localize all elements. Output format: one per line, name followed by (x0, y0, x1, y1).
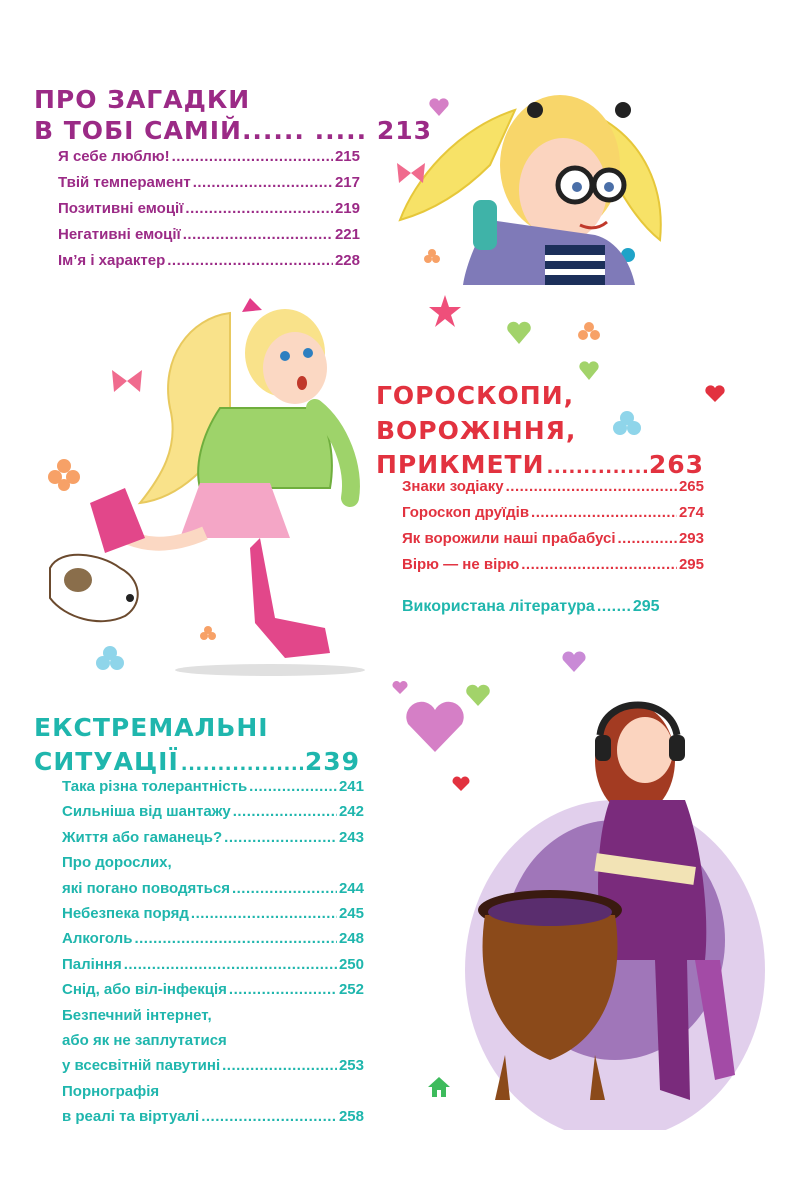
toc-entry-page: 217 (334, 174, 360, 191)
toc-entry-label: Твій темперамент (58, 174, 191, 191)
section1-title-text: В ТОБІ САМІЙ (34, 116, 242, 145)
toc-entry-label: Я себе люблю! (58, 148, 170, 165)
toc-entry-line[interactable] (62, 1083, 364, 1108)
toc-entry[interactable] (402, 556, 704, 582)
clover-icon (95, 645, 125, 675)
heart-icon (562, 651, 586, 673)
toc-entry-label: Снід, або віл-інфекція (62, 981, 227, 999)
flower-icon (48, 459, 80, 491)
literature-label: Використана література (402, 598, 595, 615)
heart-icon (392, 680, 408, 695)
toc-entry-label: Життя або гаманець? (62, 828, 223, 846)
toc-entry-page: 245 (338, 904, 364, 922)
heart-icon (452, 776, 470, 792)
toc-entry-label: Ім’я і характер (58, 252, 166, 269)
toc-entry-label: які погано поводяться (62, 879, 230, 897)
section3-title-line2 (34, 746, 360, 781)
toc-entry-label: Негативні емоції (58, 226, 181, 243)
toc-entry[interactable] (62, 778, 364, 803)
toc-entry[interactable] (62, 1108, 364, 1133)
toc-entry-label: Вірю — не вірю (402, 556, 520, 573)
clover-icon (612, 410, 642, 440)
toc-entry-label: Про дорослих, (62, 854, 172, 872)
section2-list (402, 478, 704, 582)
toc-entry-label: Порнографія (62, 1082, 160, 1100)
section3-title-page: 239 (304, 747, 360, 776)
toc-entry[interactable] (62, 956, 364, 981)
star-icon (428, 294, 462, 328)
toc-entry-line[interactable] (62, 1032, 364, 1057)
heart-icon (506, 320, 532, 346)
toc-entry[interactable] (58, 226, 360, 252)
section1-title-line2 (34, 115, 432, 147)
heart-icon (466, 684, 490, 708)
heart-icon (405, 700, 465, 754)
toc-entry[interactable] (58, 174, 360, 200)
toc-entry-page: 252 (338, 981, 364, 999)
toc-entry[interactable] (62, 880, 364, 905)
toc-entry-label: Знаки зодіаку (402, 478, 504, 495)
toc-entry-line[interactable] (62, 1007, 364, 1032)
toc-entry-label: Сильніша від шантажу (62, 803, 231, 821)
toc-entry[interactable] (62, 905, 364, 930)
toc-entry-page: 221 (334, 226, 360, 243)
toc-entry-page: 242 (338, 803, 364, 821)
toc-entry-label: Небезпека поряд (62, 904, 189, 922)
toc-entry-label: у всесвітній павутині (62, 1057, 221, 1075)
toc-entry[interactable] (62, 930, 364, 955)
toc-entry[interactable] (402, 478, 704, 504)
section3-list (62, 778, 364, 1133)
bow-icon (395, 160, 427, 186)
heart-icon (578, 360, 600, 382)
toc-entry[interactable] (58, 148, 360, 174)
section2-title-line1: ГОРОСКОПИ, (376, 381, 575, 410)
toc-entry-line[interactable] (62, 854, 364, 879)
toc-entry-label: Безпечний інтернет, (62, 1006, 212, 1024)
section1-title-page: 213 (376, 116, 433, 145)
toc-entry-page: 241 (338, 778, 364, 795)
flower-icon (200, 626, 216, 642)
toc-entry-label: Гороскоп друїдів (402, 504, 530, 521)
bow-icon (110, 367, 144, 395)
section2-title-line2: ВОРОЖІННЯ, (376, 416, 577, 445)
home-icon[interactable] (426, 1075, 452, 1099)
toc-entry-label: Як ворожили наші прабабусі (402, 530, 616, 547)
section2-title-page: 263 (648, 450, 704, 479)
toc-entry-label: Алкоголь (62, 930, 133, 948)
toc-entry[interactable] (402, 530, 704, 556)
flower-icon (424, 249, 440, 265)
toc-entry[interactable] (62, 829, 364, 854)
toc-entry-page: 228 (334, 252, 360, 269)
section2-title-text: ПРИКМЕТИ (376, 450, 545, 479)
toc-entry-label: Позитивні емоції (58, 200, 184, 217)
toc-entry-label: або як не заплутатися (62, 1031, 227, 1049)
section3-title-text: СИТУАЦІЇ (34, 747, 179, 776)
toc-entry[interactable] (58, 200, 360, 226)
toc-entry[interactable] (402, 504, 704, 530)
girl-with-cauldron-illustration (455, 680, 780, 1130)
toc-entry-page: 295 (678, 556, 704, 573)
toc-entry-page: 265 (678, 478, 704, 495)
section3-title-line1: ЕКСТРЕМАЛЬНІ (34, 713, 269, 742)
toc-entry-page: 248 (338, 930, 364, 948)
toc-entry-page: 250 (338, 955, 364, 973)
toc-entry-page: 243 (338, 828, 364, 846)
toc-entry[interactable] (62, 981, 364, 1006)
heart-icon (705, 385, 725, 403)
flower-icon (578, 322, 600, 344)
toc-entry[interactable] (58, 252, 360, 278)
toc-entry-page: 244 (338, 879, 364, 897)
heart-icon (428, 97, 450, 117)
toc-entry-page: 274 (678, 504, 704, 521)
toc-entry-label: Така різна толерантність (62, 778, 248, 795)
toc-entry-page: 219 (334, 200, 360, 217)
literature-page: 295 (632, 598, 660, 615)
toc-entry-page: 258 (338, 1108, 364, 1126)
toc-entry[interactable] (62, 1057, 364, 1082)
toc-entry[interactable] (62, 803, 364, 828)
toc-entry-label: в реалі та віртуалі (62, 1108, 200, 1126)
toc-entry-page: 253 (338, 1057, 364, 1075)
toc-entry-page: 215 (334, 148, 360, 165)
literature-entry[interactable] (402, 598, 704, 616)
toc-entry-label: Паління (62, 955, 122, 973)
section1-title-line1: ПРО ЗАГАДКИ (34, 85, 251, 114)
toc-entry-page: 293 (678, 530, 704, 547)
section1-title-dots: ...... ..... (241, 116, 368, 145)
section1-list (58, 148, 360, 278)
